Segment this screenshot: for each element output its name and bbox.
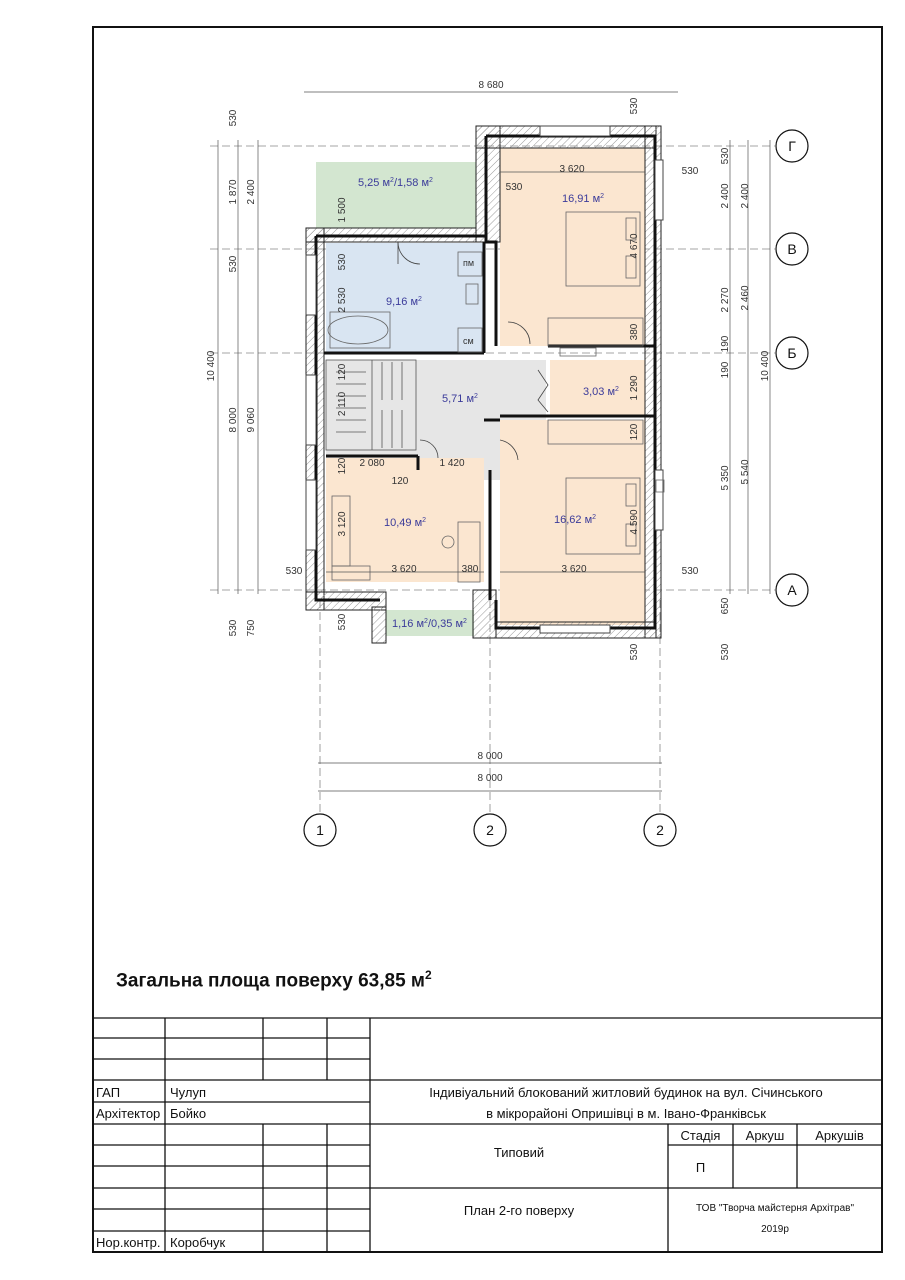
dim-530-left-bottom: 530 [228,619,239,637]
dim-2460: 2 460 [740,285,751,311]
dim-650: 650 [720,597,731,615]
dim-2270: 2 270 [720,287,731,313]
stamp-norm-role: Нор.контр. [96,1235,161,1250]
dim-530-top-inner: 530 [505,182,523,193]
drawing-year: 2019р [761,1224,789,1235]
area-closet: 3,03 $м^2$ [583,386,619,398]
dim-380-bottom: 380 [461,564,479,575]
drawing-title: План 2-го поверху [463,1203,575,1218]
dim-5350: 5 350 [720,465,731,491]
dim-1500: 1 500 [337,197,348,223]
sheets-header: Аркушів [815,1128,864,1143]
axis-label-1: 1 [316,822,324,838]
appliance-label-dishwasher: пм [463,258,475,268]
dim-190-a: 190 [720,335,731,353]
dim-1290: 1 290 [629,375,640,401]
dim-530-left-a: 530 [285,566,303,577]
stamp-gap-role: ГАП [96,1085,121,1100]
stamp-norm-name: Коробчук [170,1235,226,1250]
area-balcony: 5,25 $м^2/1,58$ $м^2$ [358,177,433,189]
organization-name: ТОВ "Творча майстерня Архітрав" [696,1203,854,1214]
area-bedroom-top: 16,91 $м^2$ [562,193,605,205]
dim-overall-bottom-1: 8 000 [477,751,503,762]
dim-9060: 9 060 [246,407,257,433]
stamp-arch-name: Бойко [170,1106,207,1121]
axis-label-a: А [787,582,797,598]
dim-530-right-a: 530 [681,566,699,577]
dim-3620-left: 3 620 [391,564,417,575]
dim-4590: 4 590 [629,509,640,535]
project-title-line2: в мікрорайоні Опришівці в м. Івано-Франківськ [486,1106,766,1121]
dim-5540: 5 540 [740,459,751,485]
axis-label-2b: 2 [656,822,664,838]
dim-120-stair-bottom: 120 [337,457,348,475]
dim-530-right-g: 530 [720,147,731,165]
dim-1870: 1 870 [228,179,239,205]
axis-label-g: Г [788,138,796,154]
dim-530-left-room: 530 [337,613,348,631]
dim-2400-right-b: 2 400 [740,183,751,209]
dim-750: 750 [246,619,257,637]
dim-530-right-bottom: 530 [720,643,731,661]
dim-120-mid: 120 [391,476,409,487]
dim-530-top-right: 530 [681,166,699,177]
dim-530-bottom-col: 530 [629,643,640,661]
project-type: Типовий [493,1145,545,1160]
stage-value: П [695,1160,706,1175]
axis-label-v: В [787,241,797,257]
dim-4670: 4 670 [629,233,640,259]
dim-10400-left: 10 400 [206,350,217,382]
dim-120-stair-top: 120 [337,363,348,381]
stamp-gap-name: Чулуп [170,1085,207,1100]
dim-1420: 1 420 [439,458,465,469]
area-bedroom-bottom: 16,62 $м^2$ [554,514,597,526]
grid-axes [210,146,775,815]
appliance-label-washer: см [463,336,474,346]
dim-2110: 2 110 [337,391,348,417]
dim-8000-left: 8 000 [228,407,239,433]
dim-190-b: 190 [720,361,731,379]
area-room-left: 10,49 $м^2$ [384,517,427,529]
dim-530-left-top: 530 [228,109,239,127]
dim-530-left-v: 530 [228,255,239,273]
axis-label-b: Б [787,345,797,361]
dim-530-top-col: 530 [629,97,640,115]
dim-2400-left: 2 400 [246,179,257,205]
area-bathroom: 9,16 $м^2$ [386,296,422,308]
stamp-arch-role: Архітектор [96,1106,161,1121]
dim-overall-top: 8 680 [478,80,504,91]
total-floor-area: Загальна площа поверху 63,85 $м^2$ [116,968,432,992]
dim-2530: 2 530 [337,287,348,313]
project-title-line1: Індивіуальний блокований житловий будинок на вул. Січинського [429,1085,823,1100]
axis-label-2a: 2 [486,822,494,838]
dim-3120: 3 120 [337,511,348,537]
bedroom-top-fill [500,148,645,346]
area-small-balcony: 1,16 $м^2/0,35$ $м^2$ [392,618,467,630]
dim-120-right: 120 [629,423,640,441]
dim-2400-right-a: 2 400 [720,183,731,209]
sheet-header: Аркуш [745,1128,785,1143]
stage-header: Стадія [680,1128,721,1143]
dim-530-bath: 530 [337,253,348,271]
dim-380-right: 380 [629,323,640,341]
dim-3620-right: 3 620 [561,564,587,575]
dim-10400-right: 10 400 [760,350,771,382]
dim-2080: 2 080 [359,458,385,469]
dim-3620-top: 3 620 [559,164,585,175]
dim-overall-bottom-2: 8 000 [477,773,503,784]
area-hall: 5,71 $м^2$ [442,393,478,405]
